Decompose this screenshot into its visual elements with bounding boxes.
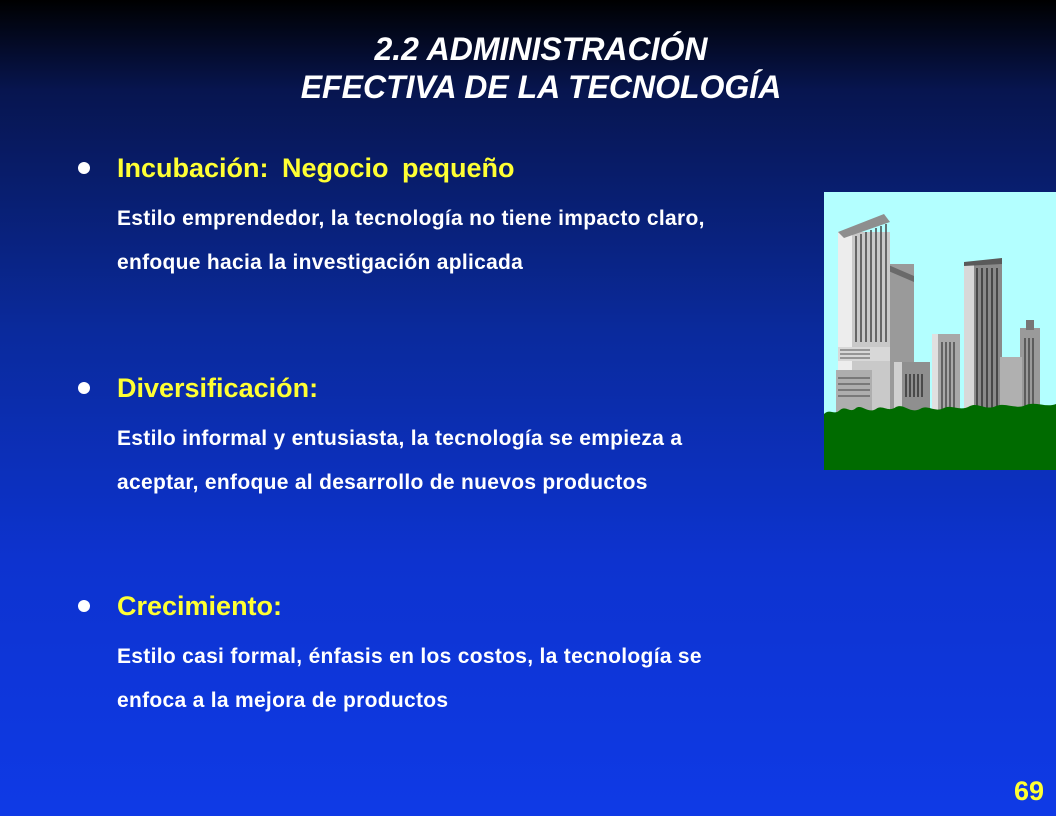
- bullet-row: [78, 592, 978, 632]
- bullet-item-diversificacion: [78, 374, 978, 505]
- bullet-row: [78, 154, 978, 194]
- page-number: 69: [1013, 776, 1044, 806]
- bullet-description-line: enfoque hacia la investigación aplicada: [117, 251, 524, 274]
- bullet-description-line: enfoca a la mejora de productos: [117, 689, 449, 712]
- slide-title-line-1: 2.2 ADMINISTRACIÓN: [374, 31, 708, 67]
- bullet-item-crecimiento: [78, 592, 978, 723]
- slide-title: [0, 30, 1056, 106]
- bullet-dot-icon: [78, 382, 90, 394]
- bullet-heading: Diversificación:: [117, 373, 319, 403]
- slide-title-line-2: EFECTIVA DE LA TECNOLOGÍA: [300, 69, 782, 105]
- bullet-heading: Crecimiento:: [117, 591, 283, 621]
- bullet-description: [117, 417, 978, 505]
- bullet-row: [78, 374, 978, 414]
- bullet-dot-icon: [78, 162, 90, 174]
- bullet-description-line: Estilo informal y entusiasta, la tecnología se empieza a: [117, 427, 683, 450]
- bullet-description-line: aceptar, enfoque al desarrollo de nuevos productos: [117, 471, 648, 494]
- bullet-description: [117, 635, 978, 723]
- bullet-description-line: Estilo emprendedor, la tecnología no tiene impacto claro,: [117, 207, 705, 230]
- bullet-description-line: Estilo casi formal, énfasis en los costos, la tecnología se: [117, 645, 702, 668]
- bullet-description: [117, 197, 978, 285]
- bullet-dot-icon: [78, 600, 90, 612]
- bullet-heading: Incubación: Negocio pequeño: [117, 153, 515, 183]
- bullet-item-incubacion: [78, 154, 978, 285]
